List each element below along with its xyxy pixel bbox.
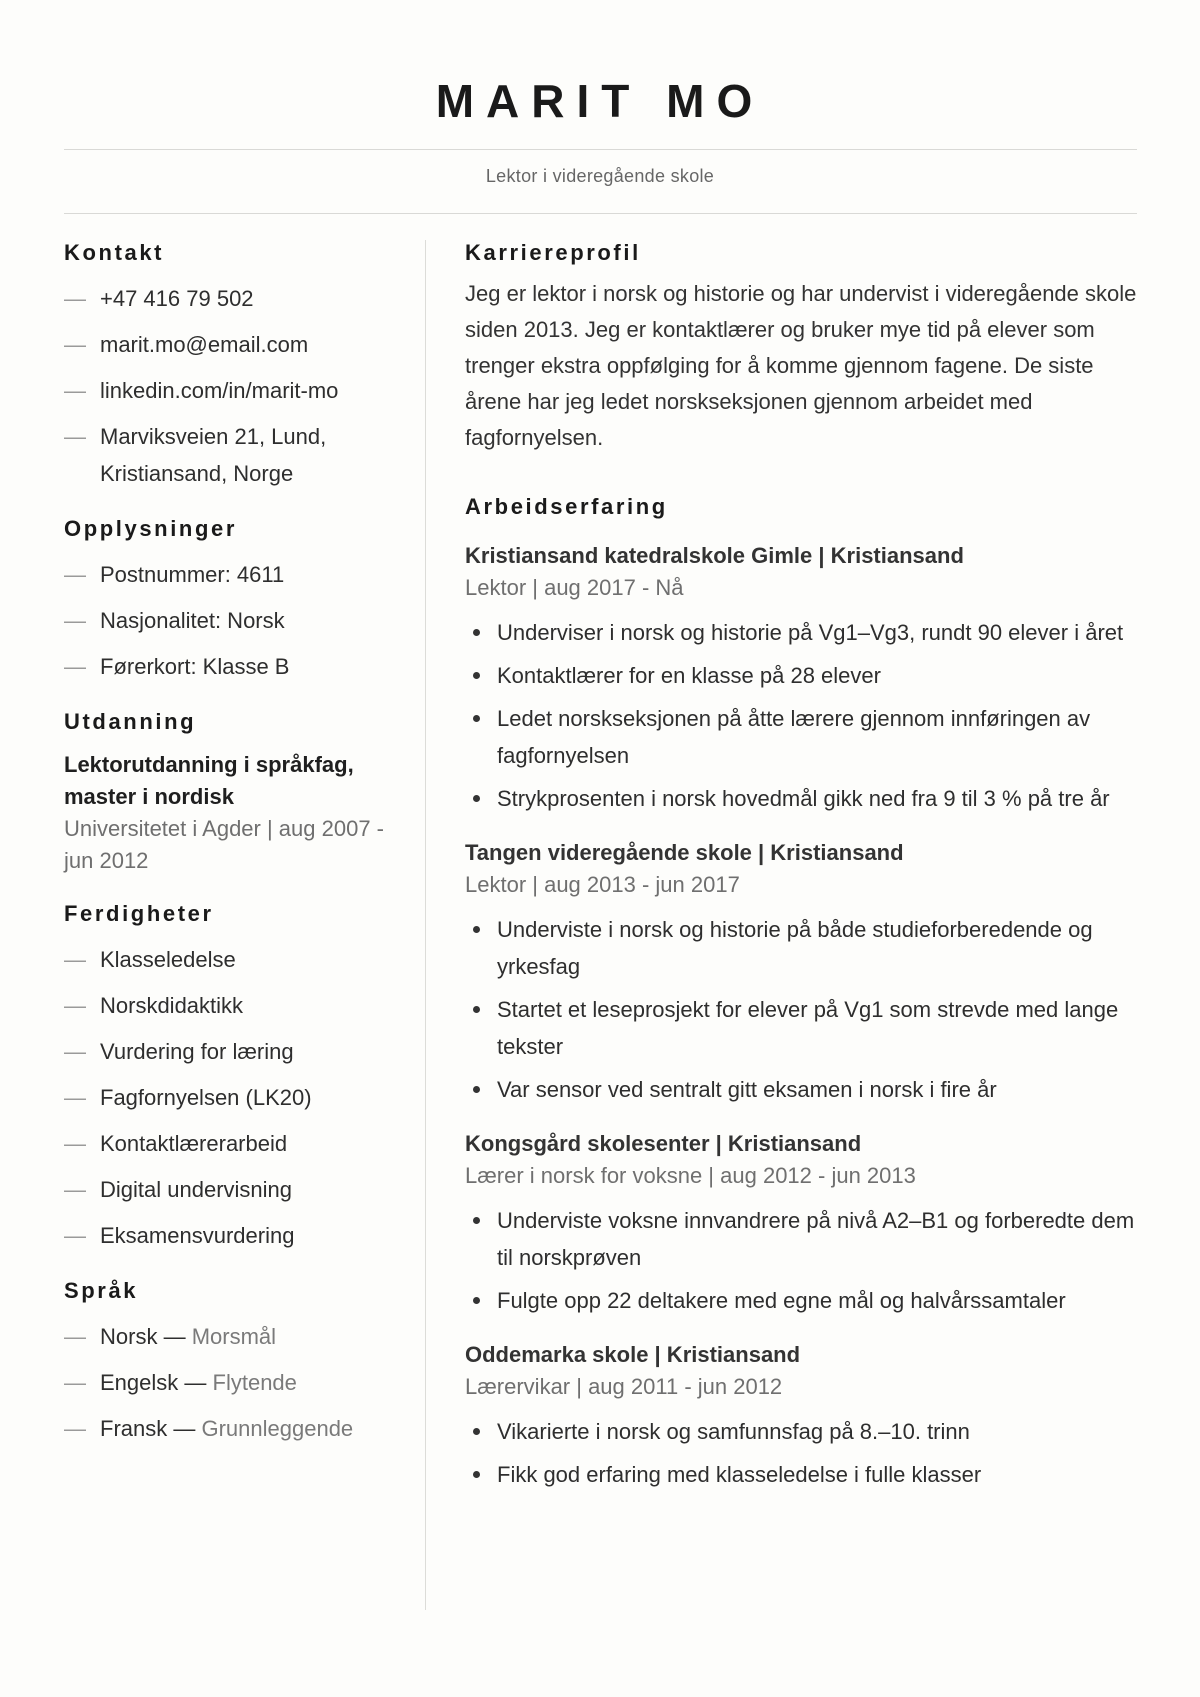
- dash-icon: —: [64, 1177, 86, 1202]
- experience-heading: Arbeidserfaring: [465, 494, 668, 519]
- job-bullet: Vikarierte i norsk og samfunnsfag på 8.–10. trinn: [465, 1413, 1145, 1450]
- dash-icon: —: [64, 1324, 86, 1349]
- header-rule-bottom: [64, 213, 1137, 214]
- skill-item: — Fagfornyelsen (LK20): [64, 1079, 394, 1116]
- candidate-title: Lektor i videregående skole: [485, 166, 715, 186]
- job-title: Kristiansand katedralskole Gimle | Kristiansand: [465, 543, 964, 568]
- job-entry: [465, 1128, 1145, 1319]
- info-heading: Opplysninger: [64, 516, 237, 541]
- job-entry: [465, 1339, 1145, 1493]
- job-meta: Lærervikar | aug 2011 - jun 2012: [465, 1374, 783, 1399]
- dash-icon: —: [64, 608, 86, 633]
- dash-icon: —: [64, 1223, 86, 1248]
- job-meta: Lærer i norsk for voksne | aug 2012 - jun 2013: [465, 1163, 916, 1188]
- column-divider: [425, 240, 426, 1610]
- info-section: [64, 516, 394, 685]
- contact-heading: Kontakt: [64, 240, 165, 265]
- languages-heading: Språk: [64, 1278, 139, 1303]
- dash-icon: —: [64, 1131, 86, 1156]
- job-bullet: Ledet norskseksjonen på åtte lærere gjennom innføringen av fagfornyelsen: [465, 700, 1145, 774]
- right-column: [465, 240, 1145, 1499]
- language-item: — Engelsk — Flytende: [64, 1364, 394, 1401]
- skills-heading: Ferdigheter: [64, 901, 214, 926]
- skill-item: — Eksamensvurdering: [64, 1217, 394, 1254]
- dash-icon: —: [64, 1085, 86, 1110]
- job-meta: Lektor | aug 2013 - jun 2017: [465, 872, 740, 897]
- skills-list: [64, 941, 394, 1254]
- job-bullet: Var sensor ved sentralt gitt eksamen i norsk i fire år: [465, 1071, 1145, 1108]
- education-section: [64, 709, 394, 877]
- job-entry: [465, 837, 1145, 1108]
- skill-item: — Klasseledelse: [64, 941, 394, 978]
- contact-email: — marit.mo@email.com: [64, 326, 394, 363]
- info-item: — Førerkort: Klasse B: [64, 648, 394, 685]
- dash-icon: —: [64, 562, 86, 587]
- contact-list: [64, 280, 394, 492]
- education-meta: Universitetet i Agder | aug 2007 - jun 2012: [64, 816, 385, 873]
- dash-icon: —: [64, 654, 86, 679]
- job-title: Kongsgård skolesenter | Kristiansand: [465, 1131, 862, 1156]
- info-item: — Postnummer: 4611: [64, 556, 394, 593]
- languages-section: [64, 1278, 394, 1447]
- profile-text: Jeg er lektor i norsk og historie og har undervist i videregående skole siden 2013. Jeg er kontaktlærer og bruker mye tid på elever som trenger ekstra oppfølging for å komme gjennom fagene. De siste årene har jeg ledet norskseksjonen gjennom arbeidet med fagfornyelsen.: [465, 281, 1137, 450]
- dash-icon: —: [64, 1370, 86, 1395]
- dash-icon: —: [64, 424, 86, 449]
- dash-icon: —: [64, 993, 86, 1018]
- dash-icon: —: [64, 947, 86, 972]
- skill-item: — Norskdidaktikk: [64, 987, 394, 1024]
- skill-item: — Vurdering for læring: [64, 1033, 394, 1070]
- candidate-name: MARIT MO: [435, 75, 765, 127]
- job-bullet: Startet et leseprosjekt for elever på Vg1 som strevde med lange tekster: [465, 991, 1145, 1065]
- job-entry: [465, 540, 1145, 817]
- profile-heading: Karriereprofil: [465, 240, 641, 265]
- job-title: Oddemarka skole | Kristiansand: [465, 1342, 801, 1367]
- education-heading: Utdanning: [64, 709, 197, 734]
- left-column: [64, 240, 394, 1471]
- job-bullet: Fikk god erfaring med klasseledelse i fulle klasser: [465, 1456, 1145, 1493]
- skill-item: — Kontaktlærerarbeid: [64, 1125, 394, 1162]
- dash-icon: —: [64, 1416, 86, 1441]
- skills-section: [64, 901, 394, 1254]
- contact-address: — Marviksveien 21, Lund, Kristiansand, Norge: [64, 418, 394, 492]
- job-bullets: [465, 911, 1145, 1108]
- job-bullet: Kontaktlærer for en klasse på 28 elever: [465, 657, 1145, 694]
- language-item: — Fransk — Grunnleggende: [64, 1410, 394, 1447]
- dash-icon: —: [64, 1039, 86, 1064]
- contact-section: [64, 240, 394, 492]
- info-list: [64, 556, 394, 685]
- job-bullet: Strykprosenten i norsk hovedmål gikk ned fra 9 til 3 % på tre år: [465, 780, 1145, 817]
- job-bullet: Underviste i norsk og historie på både studieforberedende og yrkesfag: [465, 911, 1145, 985]
- info-item: — Nasjonalitet: Norsk: [64, 602, 394, 639]
- job-bullet: Underviser i norsk og historie på Vg1–Vg3, rundt 90 elever i året: [465, 614, 1145, 651]
- job-bullet: Fulgte opp 22 deltakere med egne mål og halvårssamtaler: [465, 1282, 1145, 1319]
- contact-linkedin: — linkedin.com/in/marit-mo: [64, 372, 394, 409]
- job-bullets: [465, 614, 1145, 817]
- job-meta: Lektor | aug 2017 - Nå: [465, 575, 684, 600]
- job-title: Tangen videregående skole | Kristiansand: [465, 840, 904, 865]
- header-rule-top: [64, 149, 1137, 150]
- dash-icon: —: [64, 332, 86, 357]
- dash-icon: —: [64, 378, 86, 403]
- dash-icon: —: [64, 286, 86, 311]
- job-bullets: [465, 1413, 1145, 1493]
- languages-list: [64, 1318, 394, 1447]
- skill-item: — Digital undervisning: [64, 1171, 394, 1208]
- education-degree: Lektorutdanning i språkfag, master i nordisk: [64, 752, 354, 809]
- job-bullet: Underviste voksne innvandrere på nivå A2–B1 og forberedte dem til norskprøven: [465, 1202, 1145, 1276]
- job-bullets: [465, 1202, 1145, 1319]
- language-item: — Norsk — Morsmål: [64, 1318, 394, 1355]
- contact-phone: — +47 416 79 502: [64, 280, 394, 317]
